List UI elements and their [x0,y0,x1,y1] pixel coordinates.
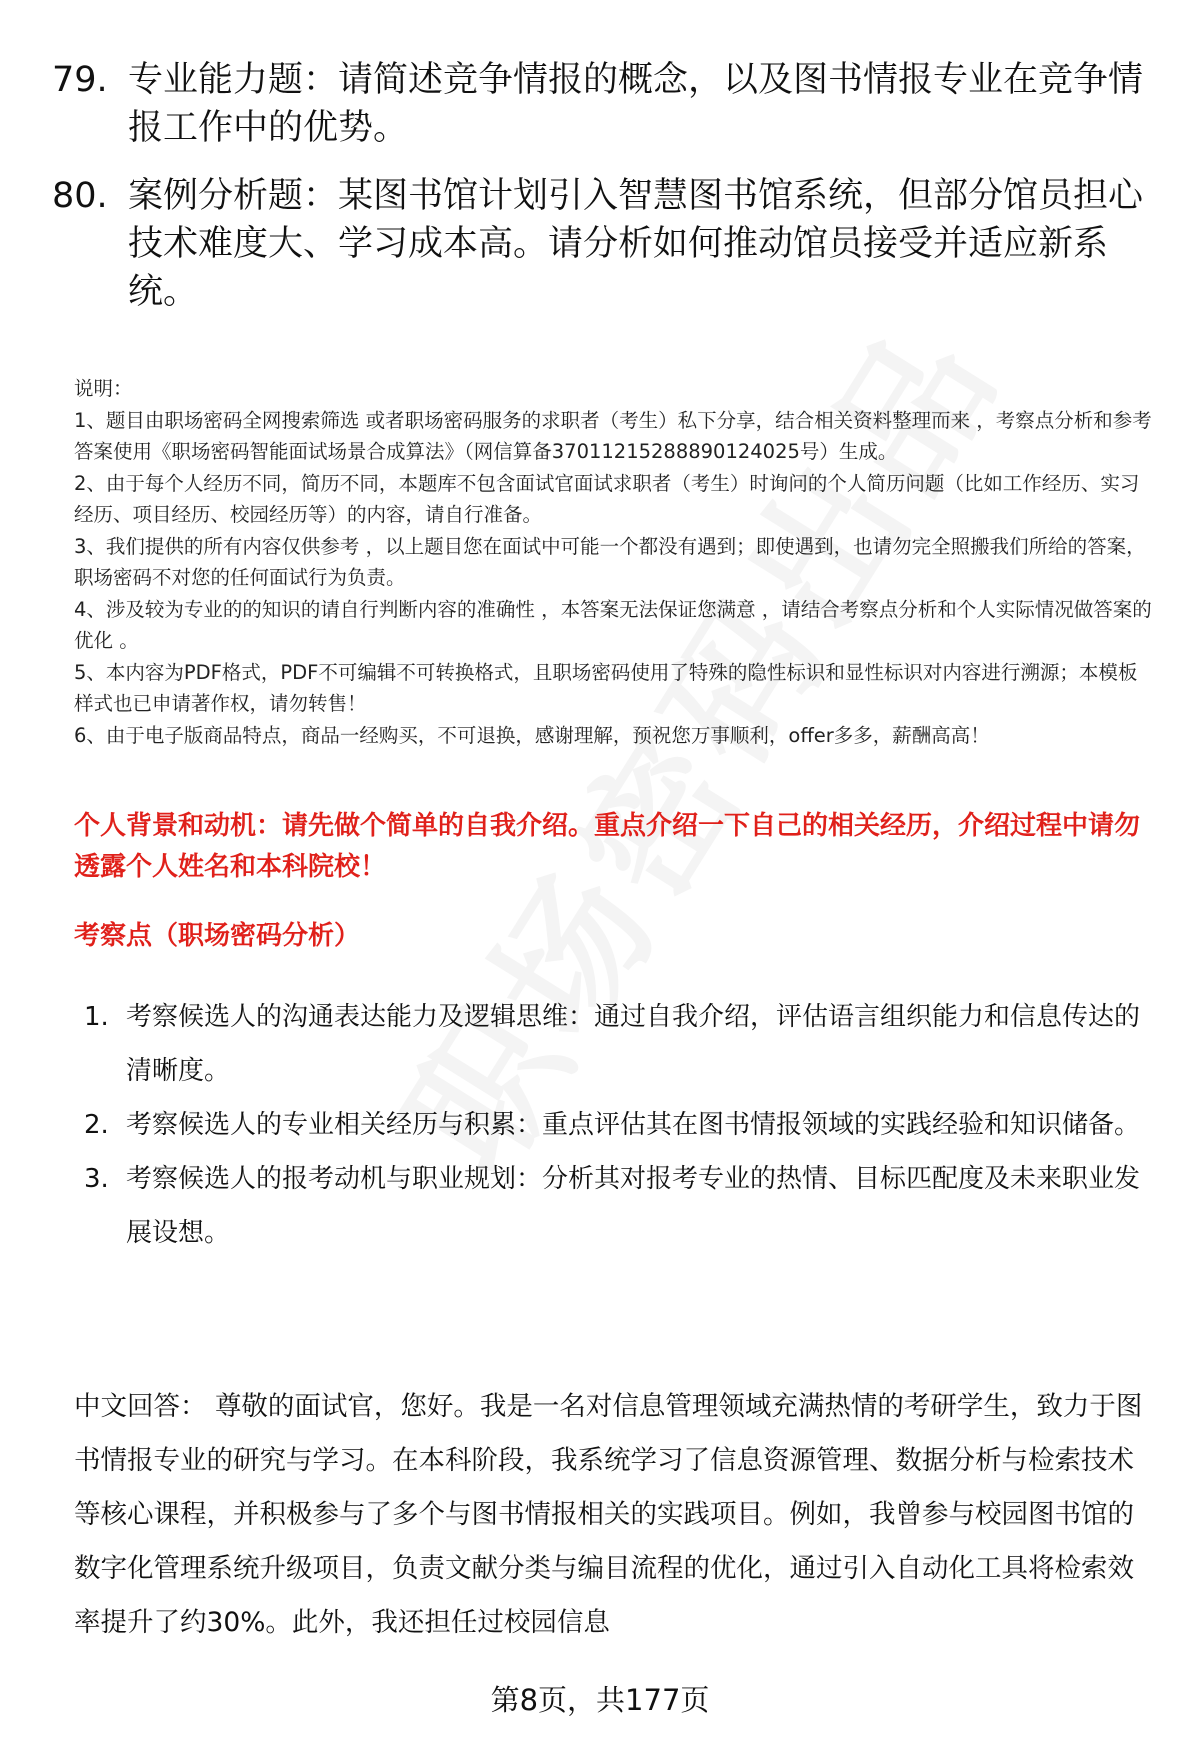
points-list [74,990,1154,1260]
question-79 [52,56,1152,152]
point-text: 考察候选人的沟通表达能力及逻辑思维：通过自我介绍，评估语言组织能力和信息传达的清晰度。 [126,1002,1141,1086]
list-item [74,1098,1154,1152]
point-number: 1. [84,1002,109,1032]
notes-item: 6、由于电子版商品特点，商品一经购买，不可退换，感谢理解，预祝您万事顺利，offer多多，薪酬高高！ [74,723,990,747]
point-text: 考察候选人的专业相关经历与积累：重点评估其在图书情报领域的实践经验和知识储备。 [126,1110,1141,1140]
notes-item: 4、涉及较为专业的的知识的请自行判断内容的准确性 ，本答案无法保证您满意 ，请结合考察点分析和个人实际情况做答案的优化 。 [74,597,1152,652]
answer-block [74,1380,1154,1650]
notes-item: 5、本内容为PDF格式，PDF不可编辑不可转换格式，且职场密码使用了特殊的隐性标识和显性标识对内容进行溯源；本模板样式也已申请著作权，请勿转售！ [74,660,1138,715]
question-text: 案例分析题：某图书馆计划引入智慧图书馆系统，但部分馆员担心技术难度大、学习成本高。请分析如何推动馆员接受并适应新系统。 [128,176,1144,312]
question-text: 专业能力题：请简述竞争情报的概念，以及图书情报专业在竞争情报工作中的优势。 [128,60,1144,148]
question-number: 80. [52,176,108,216]
points-title: 考察点（职场密码分析） [74,921,361,951]
notes-item: 2、由于每个人经历不同，简历不同，本题库不包含面试官面试求职者（考生）时询问的个人简历问题（比如工作经历、实习经历、项目经历、校园经历等）的内容，请自行准备。 [74,471,1140,526]
notes-item: 3、我们提供的所有内容仅供参考 ，以上题目您在面试中可能一个都没有遇到；即使遇到，也请勿完全照搬我们所给的答案，职场密码不对您的任何面试行为负责。 [74,534,1146,589]
notes-block [74,373,1154,751]
list-item [74,990,1154,1098]
notes-title: 说明： [74,377,133,400]
notes-item: 1、题目由职场密码全网搜索筛选 或者职场密码服务的求职者（考生）私下分享，结合相关资料整理而来 ，考察点分析和参考答案使用《职场密码智能面试场景合成算法》（网信算备37011215288890124025号）生成。 [74,408,1152,463]
point-number: 2. [84,1110,109,1140]
answer-label: 中文回答： [74,1391,207,1422]
answer-text: 尊敬的面试官，您好。我是一名对信息管理领域充满热情的考研学生，致力于图书情报专业的研究与学习。在本科阶段，我系统学习了信息资源管理、数据分析与检索技术等核心课程，并积极参与了多个与图书情报相关的实践项目。例如，我曾参与校园图书馆的数字化管理系统升级项目，负责文献分类与编目流程的优化，通过引入自动化工具将检索效率提升了约30%。此外，我还担任过校园信息 [74,1391,1143,1638]
list-item [74,1152,1154,1260]
question-80 [52,172,1152,316]
page-footer: 第8页，共177页 [490,1683,710,1717]
point-text: 考察候选人的报考动机与职业规划：分析其对报考专业的热情、目标匹配度及未来职业发展设想。 [126,1164,1141,1248]
section-title: 个人背景和动机：请先做个简单的自我介绍。重点介绍一下自己的相关经历，介绍过程中请勿透露个人姓名和本科院校！ [74,811,1141,882]
point-number: 3. [84,1164,109,1194]
question-number: 79. [52,60,108,100]
